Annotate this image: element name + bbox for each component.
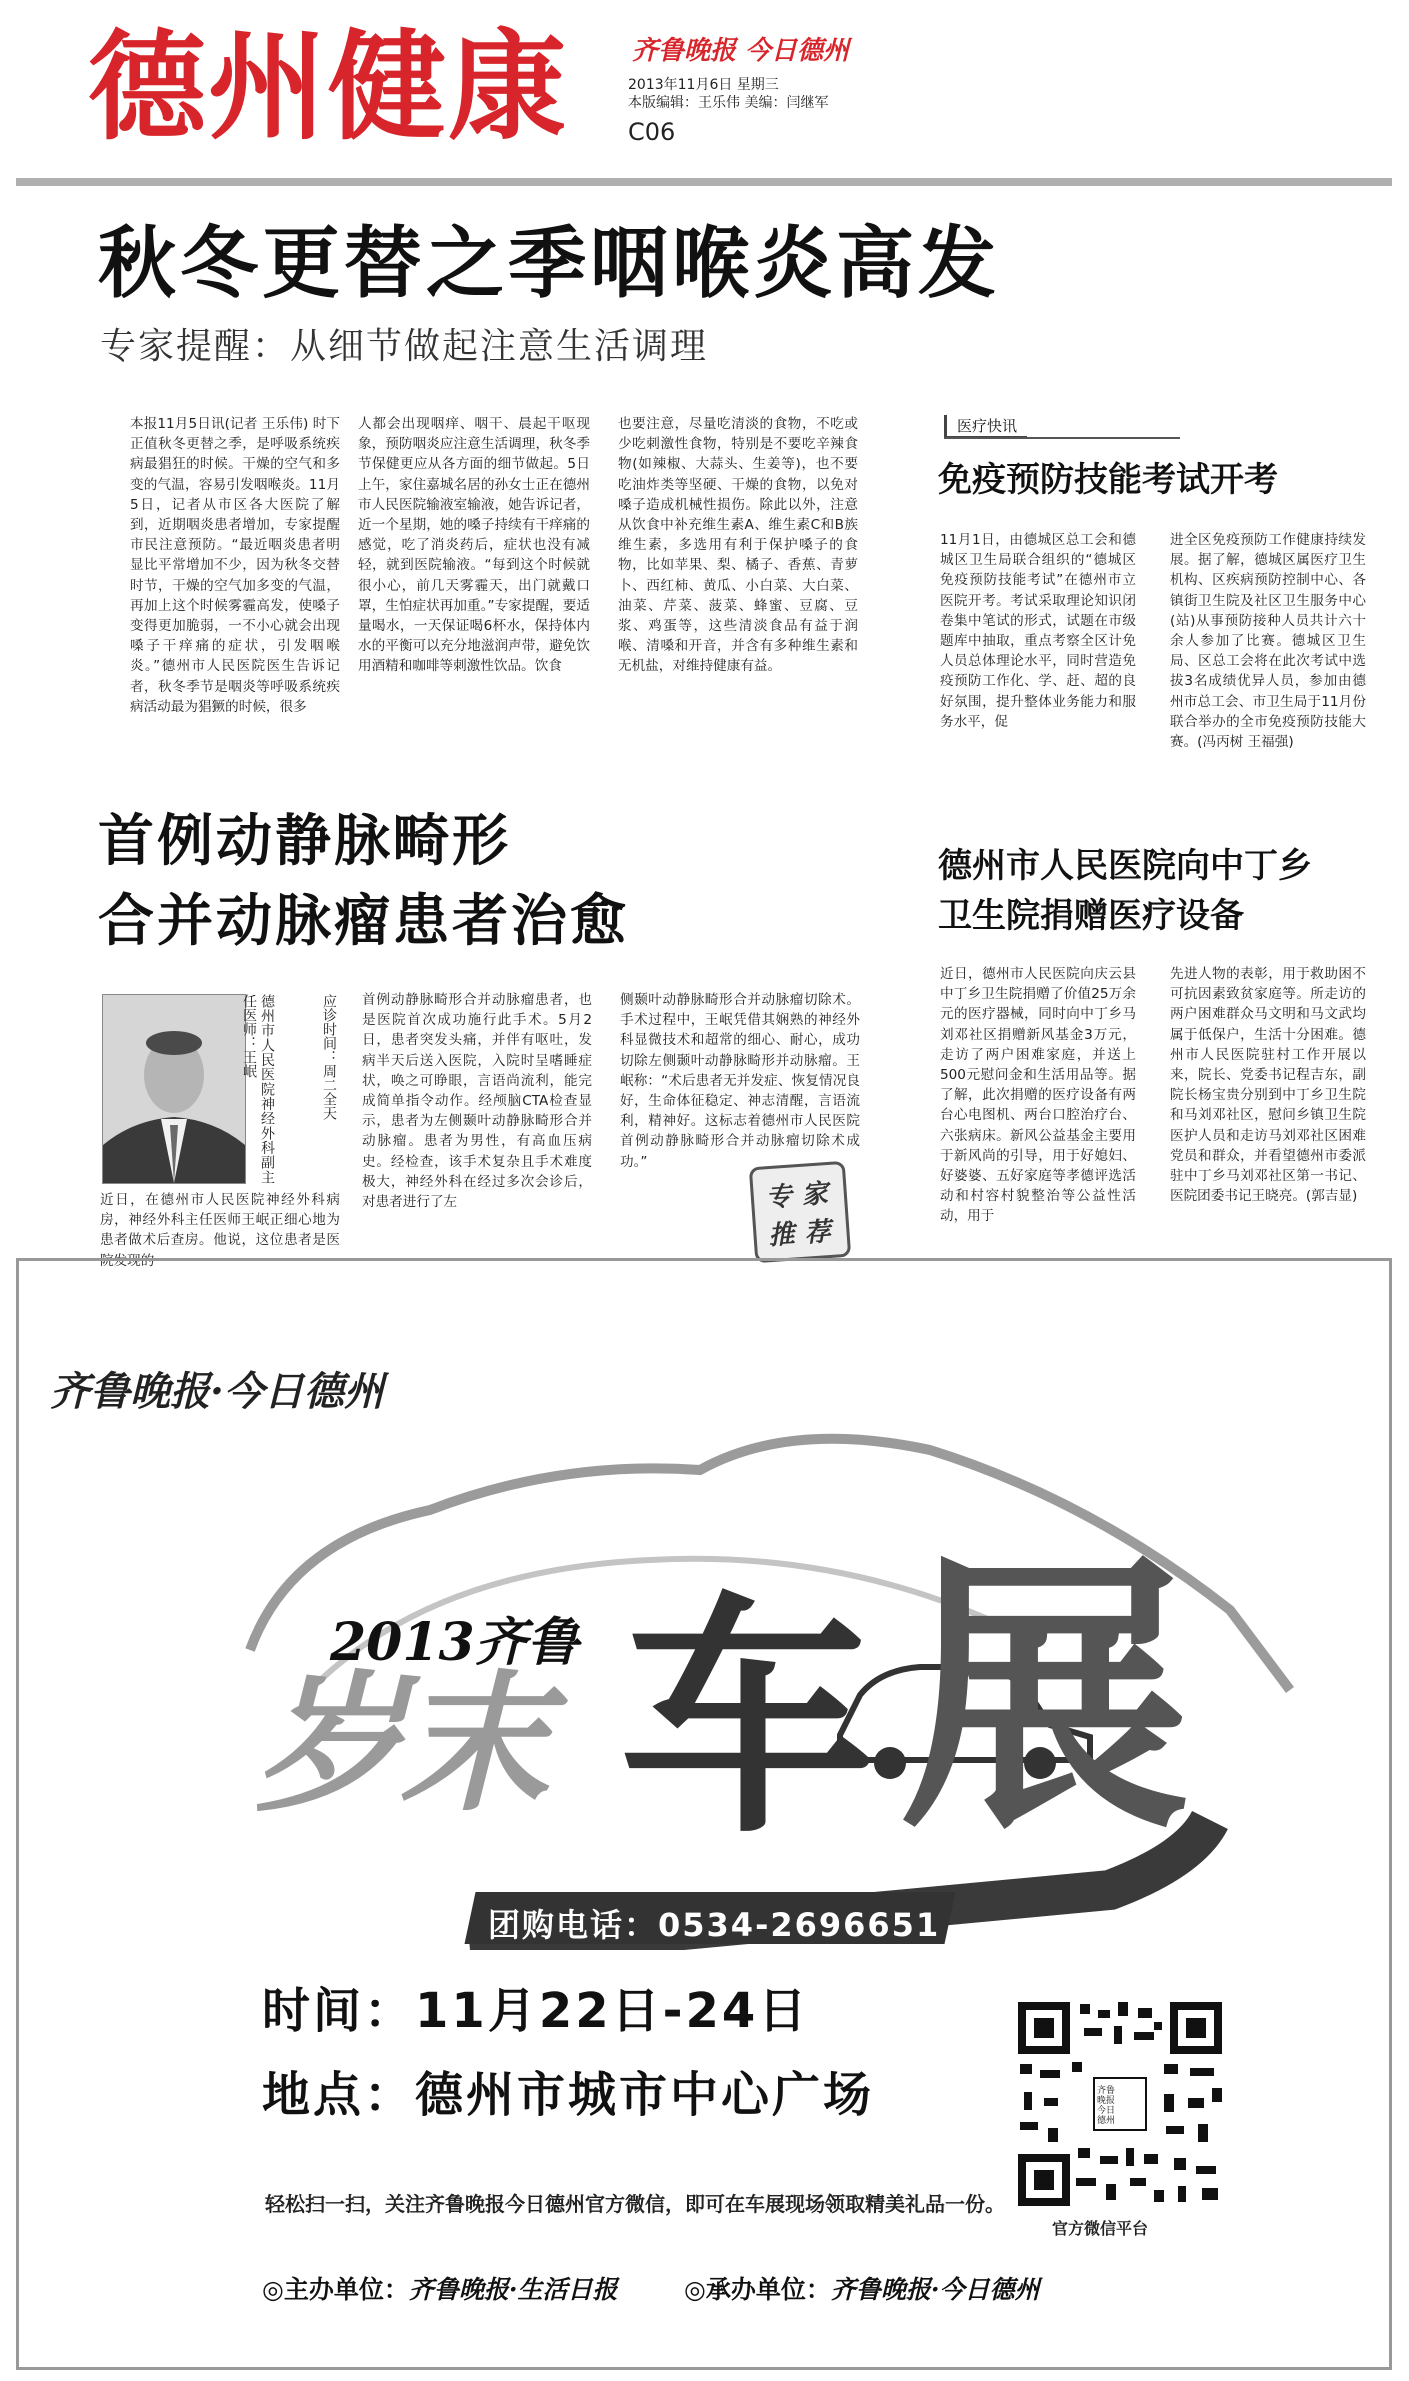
event-time-label: 时间： (262, 1983, 416, 2039)
story2-column-1: 首例动静脉畸形合并动脉瘤患者，也是医院首次成功施行此手术。5月2日，患者突发头痛，并伴有呕吐，发病半天后送入医院，入院时呈嗜睡症状，唤之可睁眼，言语尚流利，能完成简单指令动作。经颅脑CTA检查显示，患者为左侧颞叶动静脉畸形合并动脉瘤。患者为男性，有高血压病史。经检查，该手术复杂且手术难度极大，神经外科在经过多次会诊后，对患者进行了左 (362, 992, 592, 1211)
story2-headline-line-1: 首例动静脉畸形 (98, 809, 511, 874)
qr-caption: 官方微信平台 (1052, 2219, 1149, 2238)
host-unit (262, 2270, 618, 2306)
group-buy-phone: 团购电话：0534-2696651 (488, 1906, 941, 1944)
expert-clinic-hours: 应诊时间：周二全天 (321, 994, 337, 1120)
expert-photo (102, 994, 246, 1184)
masthead-meta (628, 76, 828, 112)
ad-title-part-3: 展 (900, 1531, 1190, 1868)
brand-logo: 齐鲁晚报 今日德州 (632, 36, 850, 66)
event-time-value: 11月22日-24日 (415, 1983, 810, 2039)
lead-subhead: 专家提醒：从细节做起注意生活调理 (100, 326, 709, 367)
lead-column-1: 本报11月5日讯(记者 王乐伟) 时下正值秋冬更替之季，是呼吸系统疾病最猖狂的时候。干燥的空气和多变的气温，容易引发咽喉炎。11月5日，记者从市区各大医院了解到，近期咽炎患者增加，专家提醒市民注意预防。“最近咽炎患者明显比平常增加不少，因为秋冬交替时节，干燥的空气加多变的气温，再加上这个时候雾霾高发，使嗓子变得更加脆弱，一不小心就会出现嗓子干痒痛的症状，引发咽喉炎。”德州市人民医院医生告诉记者，秋冬季节是咽炎等呼吸系统疾病活动最为猖獗的时候，很多 (130, 416, 340, 715)
portrait-image (103, 995, 245, 1183)
expert-recommend-stamp (749, 1161, 851, 1263)
story2-column-2: 侧颞叶动静脉畸形合并动脉瘤切除术。手术过程中，王岷凭借其娴熟的神经外科显微技术和超常的细心、耐心，成功切除左侧颞叶动静脉畸形并动脉瘤。王岷称：“术后患者无并发症、恢复情况良好，生命体征稳定、神志清醒，言语流利，精神好。这标志着德州市人民医院首例动静脉畸形合并动脉瘤切除术成功。” (620, 992, 860, 1170)
story2-headline-line-2: 合并动脉瘤患者治愈 (98, 889, 629, 954)
host-label: ◎主办单位： (262, 2275, 409, 2304)
lead-column-3: 也要注意，尽量吃清淡的食物，不吃或少吃刺激性食物，特别是不要吃辛辣食物(如辣椒、大蒜头、生姜等)，也不要吃油炸类等坚硬、干燥的食物，以免对嗓子造成机械性损伤。除此以外，注意从饮食中补充维生素A、维生素C和B族维生素，多选用有利于保护嗓子的食物，比如苹果、梨、橘子、香蕉、青萝卜、西红柿、黄瓜、小白菜、大白菜、油菜、芹菜、菠菜、蜂蜜、豆腐、豆浆、鸡蛋等，这些清淡食品有益于润喉、清嗓和开音，并含有多种维生素和无机盐，对维持健康有益。 (618, 416, 858, 675)
ad-title-part-1: 岁末 (255, 1658, 544, 1832)
section-label: 医疗快讯 (944, 415, 1027, 437)
news2-headline-line-2: 卫生院捐赠医疗设备 (938, 896, 1244, 936)
event-place-label: 地点： (262, 2067, 416, 2123)
news2-column-1: 近日，德州市人民医院向庆云县中丁乡卫生院捐赠了价值25万余元的医疗器械，同时向中丁乡马刘邓社区捐赠新风基金3万元，走访了两户困难家庭，并送上500元慰问金和生活用品等。据了解，此次捐赠的医疗设备有两台心电图机、两台口腔治疗台、六张病床。新风公益基金主要用于新风尚的引导，用于好媳妇、好婆婆、五好家庭等孝德评选活动和村容村貌整治等公益性活动，用于 (940, 966, 1136, 1225)
stamp-char-3: 推 (767, 1219, 796, 1252)
page-number: C06 (628, 118, 676, 146)
news1-headline: 免疫预防技能考试开考 (938, 460, 1278, 500)
event-place-value: 德州市城市中心广场 (415, 2067, 875, 2123)
story2-intro: 近日，在德州市人民医院神经外科病房，神经外科主任医师王岷正细心地为患者做术后查房。他说，这位患者是医院发现的 (100, 1192, 340, 1269)
event-time (262, 1972, 809, 2041)
issue-date: 2013年11月6日 星期三 (628, 77, 779, 93)
organizer-value: 齐鲁晚报·今日德州 (830, 2275, 1040, 2304)
news2-column-2: 先进人物的表彰，用于救助困不可抗因素致贫家庭等。所走访的两户困难群众马文明和马文武均属于低保户，生活十分困难。德州市人民医院驻村工作开展以来，院长、党委书记程吉东，副院长杨宝贵分别到中丁乡卫生院和马刘邓社区，慰问乡镇卫生院医护人员和走访马刘邓社区困难党员和群众，并看望德州市委派驻中丁乡马刘邓社区第一书记、医院团委书记王晓亮。(郭吉显) (1170, 966, 1366, 1205)
ad-year-label: 2013齐鲁 (330, 1612, 579, 1673)
stamp-char-4: 荐 (803, 1216, 832, 1249)
qr-code (1014, 1998, 1226, 2210)
lead-column-2: 人都会出现咽痒、咽干、晨起干呕现象，预防咽炎应注意生活调理，秋冬季节保健更应从各方面的细节做起。5日上午，家住嘉城名居的孙女士正在德州市人民医院输液室输液，她告诉记者，近一个星期，她的嗓子持续有干痒痛的感觉，吃了消炎药后，症状也没有减轻，就到医院输液。“每到这个时候就很小心，前几天雾霾天，出门就戴口罩，生怕症状再加重。”专家提醒，要适量喝水，一天保证喝6杯水，保持体内水的平衡可以充分地滋润声带，避免饮用酒精和咖啡等刺激性饮品。饮食 (358, 416, 590, 675)
news1-column-1: 11月1日，由德城区总工会和德城区卫生局联合组织的“德城区免疫预防技能考试”在德州市立医院开考。考试采取理论知识闭卷集中笔试的形式，试题在市级题库中抽取，重点考察全区计免人员总体理论水平，同时营造免疫预防工作化、学、赶、超的良好氛围，提升整体业务能力和服务水平，促 (940, 532, 1136, 730)
event-place (262, 2056, 874, 2125)
qr-code-icon (1014, 1998, 1226, 2210)
news1-column-2: 进全区免疫预防工作健康持续发展。据了解，德城区属医疗卫生机构、区疾病预防控制中心、各镇街卫生院及社区卫生服务中心(站)从事预防接种人员共计六十余人参加了比赛。德城区卫生局、区总工会将在此次考试中选拔3名成绩优异人员，参加由德州市总工会、市卫生局于11月份联合举办的全市免疫预防技能大赛。(冯丙树 王福强) (1170, 532, 1366, 751)
expert-name: 德州市人民医院神经外科副主任医师：王岷 (241, 994, 275, 1184)
stamp-char-2: 家 (800, 1179, 829, 1211)
lead-headline: 秋冬更替之季咽喉炎高发 (98, 219, 1001, 309)
stamp-char-1: 专 (764, 1181, 793, 1214)
ad-brand-logo: 齐鲁晚报·今日德州 (50, 1368, 384, 1415)
editor-credits: 本版编辑：王乐伟 美编：闫继军 (628, 95, 829, 111)
scan-note: 轻松扫一扫，关注齐鲁晚报今日德州官方微信，即可在车展现场领取精美礼品一份。 (265, 2192, 1005, 2216)
organizer-label: ◎承办单位： (684, 2275, 831, 2304)
divider (16, 178, 1392, 186)
organizer-unit (684, 2270, 1040, 2306)
host-value: 齐鲁晚报·生活日报 (408, 2275, 618, 2304)
ad-title-part-2: 车 (620, 1571, 876, 1868)
qr-center-logo: 齐鲁晚报 今日德州 (1096, 2086, 1115, 2126)
section-label-rule (944, 437, 1180, 439)
news2-headline-line-1: 德州市人民医院向中丁乡 (938, 846, 1312, 886)
masthead-title: 德州健康 (88, 18, 569, 156)
